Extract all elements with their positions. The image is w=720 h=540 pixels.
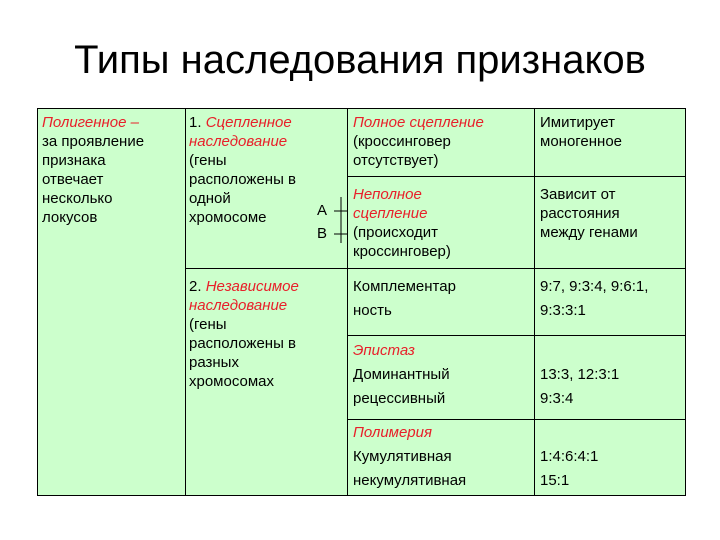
inheritance-table — [37, 108, 686, 496]
polygenic-line: признака — [42, 152, 106, 169]
row-divider — [347, 176, 686, 177]
independent-heading: Независимое — [205, 278, 299, 295]
independent-line: хромосомах — [189, 373, 275, 390]
linked-line: расположены в — [189, 171, 296, 188]
full-linkage-heading: Полное сцепление — [353, 114, 484, 131]
partial-linkage-heading-2: сцепление — [353, 205, 428, 222]
independent-line: расположены в — [189, 335, 296, 352]
gene-a-label: А — [317, 202, 328, 219]
polymery-line: некумулятивная — [353, 472, 467, 489]
partial-linkage-result-line: Зависит от — [540, 186, 616, 203]
full-linkage-result-line: моногенное — [540, 133, 623, 150]
full-linkage-line: (кроссинговер — [353, 133, 451, 150]
column-divider — [347, 109, 348, 495]
complementarity-ratio-cell — [536, 275, 686, 323]
polymery-heading: Полимерия — [353, 424, 433, 441]
polygenic-cell — [38, 113, 185, 227]
full-linkage-result-cell — [536, 113, 686, 151]
linked-line: хромосоме — [189, 209, 267, 226]
page-title: Типы наследования признаков — [74, 38, 646, 82]
independent-line: разных — [189, 354, 239, 371]
chromosome-lines-icon — [331, 197, 349, 243]
polymery-ratio: 1:4:6:4:1 — [540, 448, 599, 465]
polymery-ratio: 15:1 — [540, 472, 570, 489]
partial-linkage-result-cell — [536, 185, 686, 242]
partial-linkage-line: (происходит — [353, 224, 439, 241]
polygenic-line: несколько — [42, 190, 113, 207]
complementarity-line: ность — [353, 302, 392, 319]
row-divider — [347, 335, 686, 336]
row-divider — [185, 268, 686, 269]
independent-line: (гены — [189, 316, 227, 333]
full-linkage-cell — [349, 113, 534, 170]
partial-linkage-result-line: между генами — [540, 224, 638, 241]
polygenic-heading: Полигенное – — [42, 114, 139, 131]
linked-number: 1. — [189, 114, 206, 131]
gene-b-label: В — [317, 225, 328, 242]
full-linkage-result-line: Имитирует — [540, 114, 615, 131]
partial-linkage-line: кроссинговер) — [353, 243, 451, 260]
polymery-ratio-cell — [536, 445, 686, 493]
epistasis-heading: Эпистаз — [353, 342, 415, 359]
epistasis-cell — [349, 339, 534, 411]
partial-linkage-cell — [349, 185, 534, 261]
epistasis-line: рецессивный — [353, 390, 446, 407]
independent-inheritance-cell — [185, 277, 347, 391]
row-divider — [347, 419, 686, 420]
column-divider — [534, 109, 535, 495]
epistasis-line: Доминантный — [353, 366, 450, 383]
linked-line: (гены — [189, 152, 227, 169]
polygenic-line: отвечает — [42, 171, 104, 188]
independent-heading-2: наследование — [189, 297, 288, 314]
polygenic-line: локусов — [42, 209, 98, 226]
epistasis-ratio: 13:3, 12:3:1 — [540, 366, 620, 383]
complementarity-ratio: 9:3:3:1 — [540, 302, 586, 319]
partial-linkage-result-line: расстояния — [540, 205, 620, 222]
epistasis-ratio: 9:3:4 — [540, 390, 574, 407]
independent-number: 2. — [189, 278, 206, 295]
partial-linkage-heading: Неполное — [353, 186, 422, 203]
linked-line: одной — [189, 190, 231, 207]
epistasis-ratio-cell — [536, 363, 686, 411]
polymery-cell — [349, 421, 534, 493]
complementarity-ratio: 9:7, 9:3:4, 9:6:1, — [540, 278, 649, 295]
linked-heading: Сцепленное — [205, 114, 292, 131]
full-linkage-line: отсутствует) — [353, 152, 439, 169]
complementarity-cell — [349, 275, 534, 323]
polymery-line: Кумулятивная — [353, 448, 452, 465]
linked-heading-2: наследование — [189, 133, 288, 150]
complementarity-line: Комплементар — [353, 278, 456, 295]
polygenic-line: за проявление — [42, 133, 145, 150]
